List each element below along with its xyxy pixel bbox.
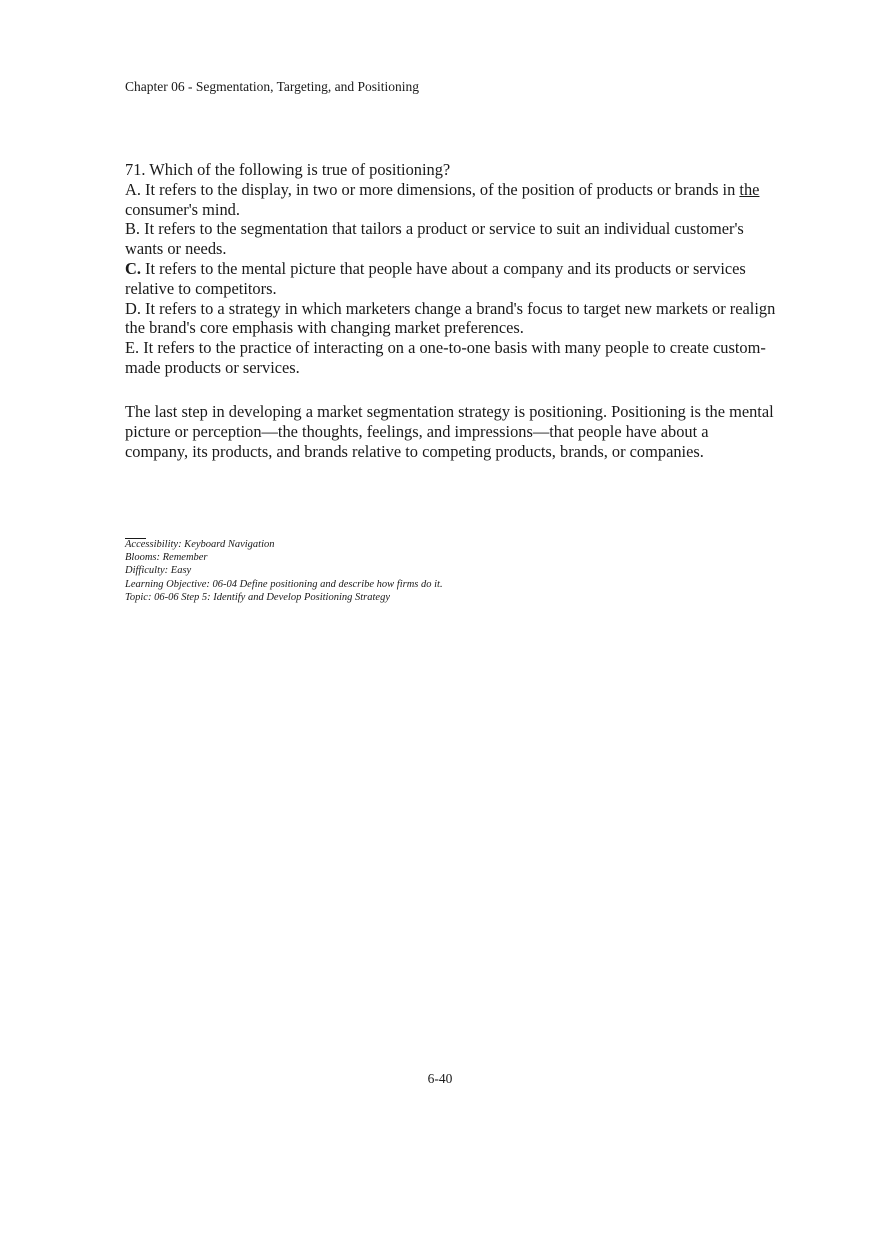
option-c-correct <box>125 259 785 299</box>
option-letter: B. <box>125 219 141 239</box>
option-e <box>125 338 785 378</box>
chapter-header: Chapter 06 - Segmentation, Targeting, and Positioning <box>125 79 420 94</box>
meta-difficulty: Difficulty: Easy <box>125 565 192 577</box>
option-text: It refers to the practice of interacting on a one-to-one basis with many people to create custom-made products or services. <box>125 338 766 377</box>
option-d <box>125 299 785 339</box>
question-block <box>125 160 785 378</box>
meta-learning-objective: Learning Objective: 06-04 Define positioning and describe how firms do it. <box>125 578 443 590</box>
option-text: It refers to a strategy in which marketers change a brand's focus to target new markets or realign the brand's core emphasis with changing market preferences. <box>125 298 776 338</box>
answer-explanation: The last step in developing a market segmentation strategy is positioning. Positioning is the mental picture or perception—the thoughts, feelings, and impressions—that people have about a company, its products, and brands relative to competing products, brands, or companies. <box>125 402 774 461</box>
option-text: It refers to the segmentation that tailors a product or service to suit an individual customer's wants or needs. <box>125 219 744 259</box>
option-letter: A. <box>125 179 141 199</box>
meta-blooms: Blooms: Remember <box>125 552 208 564</box>
page-number: 6-40 <box>427 1071 453 1086</box>
option-b <box>125 219 785 259</box>
option-a <box>125 180 785 220</box>
option-letter: E. <box>125 338 140 358</box>
meta-accessibility: Accessibility: Keyboard Navigation <box>125 538 443 551</box>
option-text: It refers to the mental picture that people have about a company and its products or services relative to competitors. <box>125 258 746 298</box>
option-text-end: consumer's mind. <box>125 199 240 219</box>
option-text: It refers to the display, in two or more dimensions, of the position of products or brands in <box>140 179 740 199</box>
question-metadata <box>125 538 443 604</box>
option-letter: D. <box>125 298 141 318</box>
question-stem: 71. Which of the following is true of positioning? <box>125 160 451 179</box>
option-letter-correct: C. <box>125 258 141 278</box>
underlined-word: the <box>739 179 760 199</box>
meta-topic: Topic: 06-06 Step 5: Identify and Develop Positioning Strategy <box>125 591 390 603</box>
